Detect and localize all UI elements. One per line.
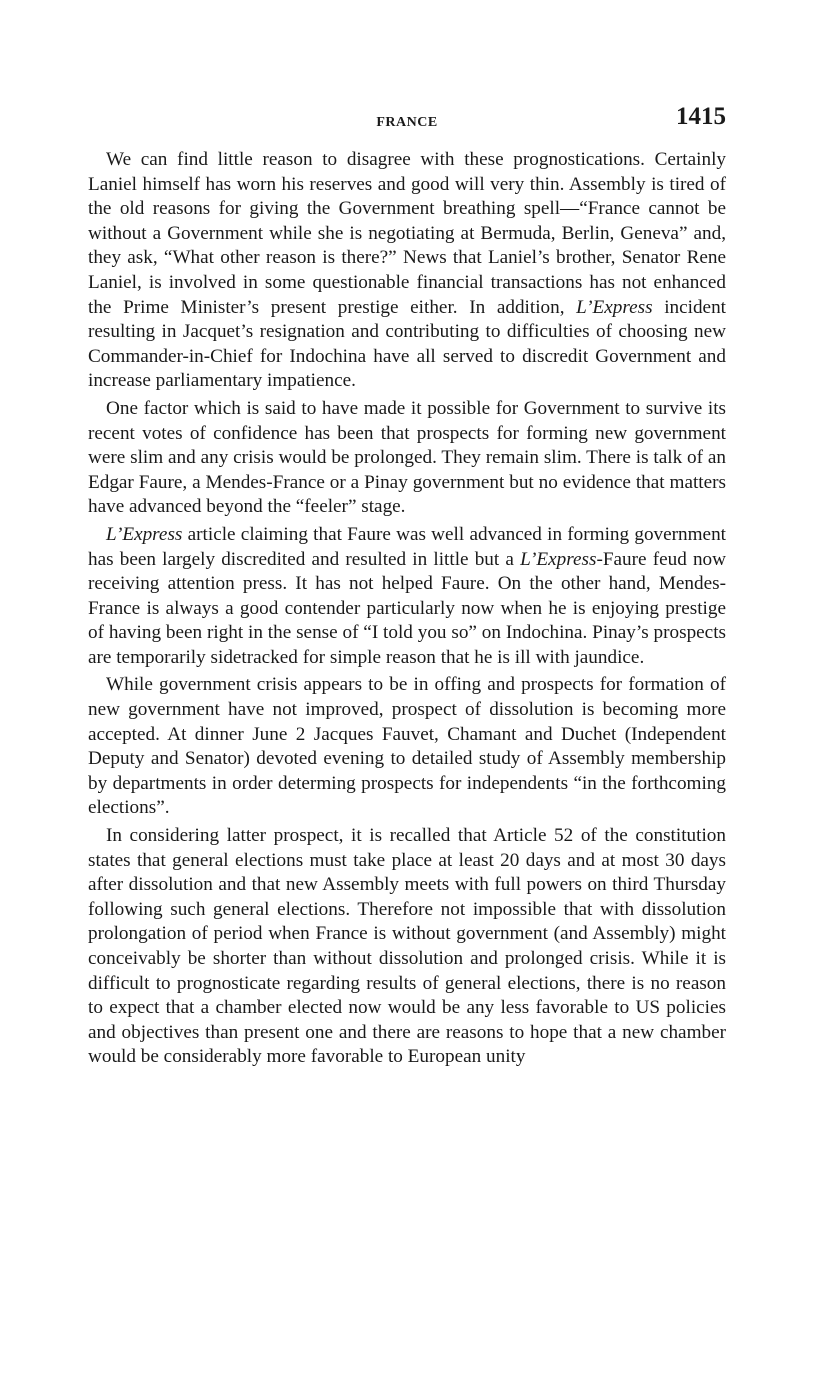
- paragraph-3-italic-a: L’Express: [106, 523, 183, 545]
- paragraph-1: [88, 148, 726, 394]
- page-header: [88, 103, 726, 139]
- document-page: [88, 103, 726, 1073]
- paragraph-2: One factor which is said to have made it possible for Government to survive its recent votes of confidence has been that prospects for forming new government were slim and any crisis would be prolonged. They remain slim. There is talk of an Edgar Faure, a Mendes-France or a Pinay government but no evidence that matters have advanced beyond the “feeler” stage.: [88, 397, 726, 518]
- paragraph-4: While government crisis appears to be in offing and prospects for formation of new government have not improved, prospect of dissolution is becoming more accepted. At dinner June 2 Jacques Fauvet, Chamant and Duchet (Independent Deputy and Senator) devoted evening to detailed study of Assembly membership by departments in order determing prospects for independents “in the forthcoming elections”.: [88, 674, 726, 819]
- body-text: [88, 148, 726, 1070]
- paragraph-5: In considering latter prospect, it is recalled that Article 52 of the constitution states that general elections must take place at least 20 days and at most 30 days after dissolution and that new Assembly meets with full powers on third Thursday following such general elections. Therefore not impossible that with dissolution prolongation of period when France is without government (and Assembly) might conceivably be shorter than without dissolution and prolonged crisis. While it is difficult to prognosticate regarding results of general elections, there is no reason to expect that a chamber elected now would be any less favorable to US policies and objectives than present one and there are reasons to hope that a new chamber would be considerably more favorable to European unity: [88, 825, 726, 1068]
- paragraph-3: [88, 523, 726, 671]
- paragraph-3-text-b: -Faure feud now receiving attention press. It has not helped Faure. On the other hand, Mendes-France is always a good contender particularly now when he is enjoying prestige of having been right in the sense of “I told you so” on Indochina. Pinay’s prospects are temporarily sidetracked for simple reason that he is ill with jaundice.: [88, 548, 726, 668]
- paragraph-1-text-b: incident resulting in Jacquet’s resignation and contributing to difficulties of choosing new Commander-in-Chief for Indochina have all served to discredit Government and increase parliamentary impatience.: [88, 296, 726, 392]
- paragraph-1-italic: L’Express: [576, 296, 653, 318]
- page-number: 1415: [676, 103, 726, 130]
- paragraph-3-italic-b: L’Express: [520, 548, 597, 570]
- paragraph-1-text-a: We can find little reason to disagree with these prognostications. Certainly Laniel himself has worn his reserves and good will very thin. Assembly is tired of the old reasons for giving the Government breathing spell—“France cannot be without a Government while she is negotiating at Bermuda, Berlin, Geneva” and, they ask, “What other reason is there?” News that Laniel’s brother, Senator Rene Laniel, is involved in some questionable financial transactions has not enhanced the Prime Minister’s present prestige either. In addition,: [88, 149, 726, 318]
- paragraph-3-text-a: article claiming that Faure was well advanced in forming government has been largely discredited and resulted in little but a: [88, 523, 726, 570]
- running-head: FRANCE: [376, 115, 438, 130]
